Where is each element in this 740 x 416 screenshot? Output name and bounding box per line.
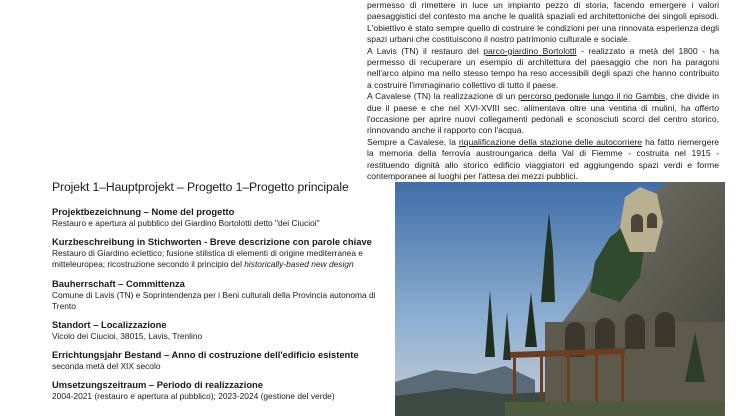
section-client [52, 278, 382, 312]
pergola-post [513, 358, 516, 408]
intro-text-column [367, 0, 719, 183]
pergola-post [567, 356, 570, 408]
wall-arch [655, 312, 675, 347]
section-body: Restauro e apertura al pubblico del Giardino Bortolotti detto "dei Ciucioi" [52, 218, 320, 228]
project-heading: Projekt 1–Hauptprojekt – Progetto 1–Progetto principale [52, 180, 349, 194]
wall-arch [625, 314, 645, 349]
stazione-paragraph [367, 137, 719, 183]
lavis-text-a: A Lavis (TN) il restauro del [367, 45, 484, 56]
lavis-paragraph [367, 46, 719, 92]
section-body: Comune di Lavis (TN) e Soprintendenza per i Beni culturali della Provincia autonoma di Trento [52, 289, 376, 311]
garden-photo [395, 182, 725, 416]
cavalese-paragraph [367, 91, 719, 137]
percorso-pedonale-link: percorso pedonale lungo il rio Gambis [518, 91, 666, 102]
section-title: Errichtungsjahr Bestand – Anno di costruzione dell'edificio esistente [52, 349, 359, 361]
castle-window [647, 213, 657, 228]
pergola-post [595, 354, 598, 408]
section-title: Bauherrschaft – Committenza [52, 277, 185, 289]
garden-ground [505, 402, 725, 416]
section-body [52, 248, 382, 270]
stazione-link: riqualificazione della stazione delle autocorriere [458, 136, 643, 147]
section-construction-year [52, 349, 382, 372]
section-body: Vicolo dei Ciucioi, 38015, Lavis, Trenlino [52, 331, 203, 342]
section-title: Kurzbeschreibung in Stichworten - Breve descrizione con parole chiave [52, 236, 372, 248]
stazione-text-b: ha fatto riemergere la memoria della ferrovia austroungarica della Val di Fiemme - costruita nel 1915 - restituendo dignità allo storico edificio viaggiatori ed aggiungendo spazi verdi e forme contemporanee ai luoghi per l'attesa dei mezzi pubblici. [367, 136, 719, 182]
garden-photo-illustration [395, 182, 725, 416]
section-short-description [52, 236, 382, 270]
parco-giardino-link: parco-giardino Bortolotti [483, 45, 577, 56]
lavis-text-b: - realizzato a metà del 1800 - ha permesso di recuperare un esempio di architettura del paesaggio che non ha paragoni nell'arco alpino ma nello stesso tempo ha reso accessibili degli spazi che hanno contribuito a costruire l'immaginario collettivo di tutto il paese. [367, 45, 719, 90]
section-body: 2004-2021 (restauro e apertura al pubblico); 2023-2024 (gestione del verde) [52, 391, 335, 402]
section-title: Umsetzungszeitraum – Periodo di realizzazione [52, 379, 263, 391]
section-body-italic: historically-based new design [244, 259, 354, 270]
section-implementation-period [52, 379, 382, 402]
cavalese-text-a: A Cavalese (TN) la realizzazione di un [367, 91, 519, 102]
castle-window [631, 214, 643, 232]
section-title: Projektbezeichnung – Nome del progetto [52, 206, 235, 217]
cavalese-text-b: , che divide in due il paese e che nel XVI-XVIII sec. alimentava oltre una ventina di mulini, ha offerto l'occasione per aprire nuovi collegamenti pedonali e sconosciuti scorci del centro storico, rinnovando anche il rapporto con l'acqua. [367, 91, 719, 136]
section-body-text: Restauro di Giardino eclettico; fusione stilistica di elementi di origine mediterranea e mitteleuropea; ricostruzione secondo il principio del [52, 248, 363, 270]
section-title: Standort – Localizzazione [52, 319, 167, 331]
pergola-post [540, 357, 543, 408]
pergola-post [621, 353, 624, 408]
project-info-column [52, 180, 382, 410]
section-body: seconda metà del XIX secolo [52, 361, 161, 372]
section-location [52, 319, 382, 342]
wall-arch [595, 318, 615, 353]
intro-paragraph: permesso di rimettere in luce un impianto pezzo di storia, facendo emergere i valori paesaggistici del contesto ma anche le qualità spaziali ed architettoniche dei singoli episodi. L'obiettivo è stato sempre quello di costruire le condizioni per una rinnovata esperienza degli spazi urbani che costituiscono il nostro patrimonio culturale e sociale. [367, 0, 719, 45]
stazione-text-a: Sempre a Cavalese, la [367, 136, 459, 147]
section-project-name [52, 206, 382, 229]
